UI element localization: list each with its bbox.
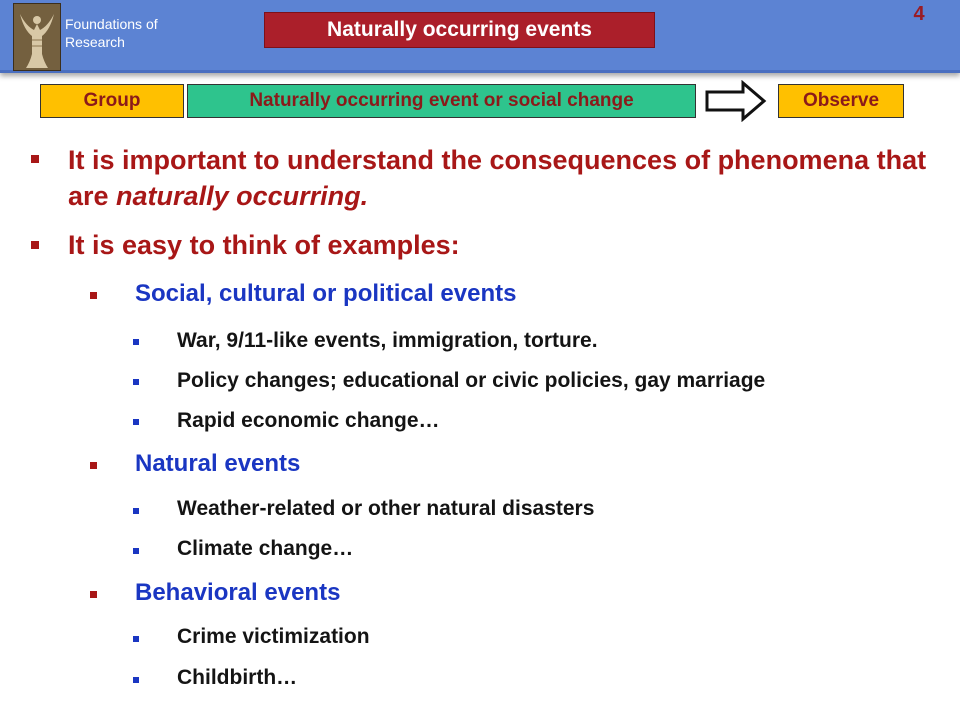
flow-event-box: Naturally occurring event or social change — [187, 84, 696, 118]
main-point-1-text: It is important to understand the consequences of phenomena that are — [68, 145, 927, 211]
list-item: Rapid economic change… — [177, 409, 440, 432]
flow-group-box: Group — [40, 84, 184, 118]
brand-line-2: Research — [65, 34, 125, 50]
brand-line-1: Foundations of — [65, 16, 158, 32]
main-point-2: It is easy to think of examples: — [68, 230, 460, 260]
bullet-icon — [133, 548, 139, 554]
list-item: Climate change… — [177, 537, 354, 560]
category-behavioral: Behavioral events — [135, 579, 341, 606]
list-item: Crime victimization — [177, 625, 370, 648]
category-natural: Natural events — [135, 450, 301, 477]
bullet-icon — [31, 155, 39, 163]
brand-name — [65, 15, 158, 51]
right-arrow-icon — [705, 80, 767, 127]
header-bar — [0, 0, 960, 73]
bullet-icon — [133, 339, 139, 345]
bullet-icon — [31, 241, 39, 249]
list-item: Weather-related or other natural disasters — [177, 497, 595, 520]
bullet-icon — [133, 677, 139, 683]
bullet-icon — [133, 636, 139, 642]
list-item: Policy changes; educational or civic policies, gay marriage — [177, 369, 766, 392]
bullet-icon — [133, 508, 139, 514]
bullet-icon — [90, 591, 97, 598]
statue-logo-icon — [13, 3, 61, 71]
bullet-icon — [90, 462, 97, 469]
slide-title: Naturally occurring events — [264, 12, 655, 48]
flow-observe-box: Observe — [778, 84, 904, 118]
category-social: Social, cultural or political events — [135, 280, 517, 307]
bullet-icon — [133, 379, 139, 385]
list-item: War, 9/11-like events, immigration, torture. — [177, 329, 598, 352]
main-point-1 — [68, 142, 928, 214]
main-point-1-emphasis: naturally occurring. — [116, 181, 369, 211]
bullet-icon — [133, 419, 139, 425]
bullet-icon — [90, 292, 97, 299]
page-number: 4 — [913, 3, 925, 25]
list-item: Childbirth… — [177, 666, 298, 689]
